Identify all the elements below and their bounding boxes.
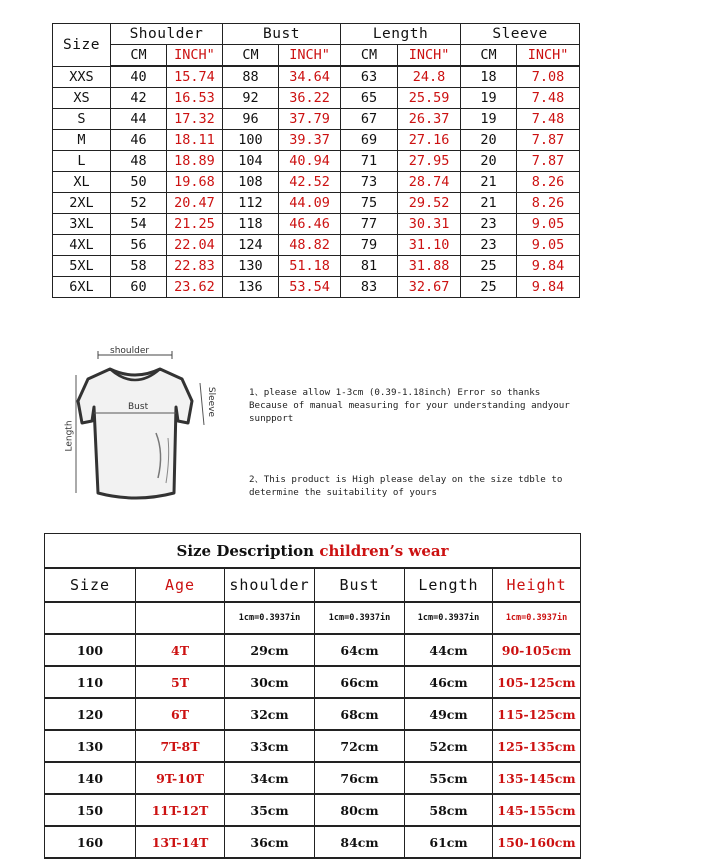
age-cell: 4T [136, 634, 225, 666]
diagram-bust-label: Bust [128, 402, 149, 412]
bust-cm-cell: 108 [223, 172, 279, 193]
shoulder-inch-cell: 17.32 [167, 109, 223, 130]
length-inch-cell: 29.52 [398, 193, 461, 214]
age-cell: 11T-12T [136, 794, 225, 826]
bust-cm-cell: 112 [223, 193, 279, 214]
sleeve-inch-cell: 9.84 [517, 256, 580, 277]
adult-table-row [53, 172, 580, 193]
bust-inch-cell: 42.52 [279, 172, 341, 193]
size-cell: 2XL [53, 193, 111, 214]
sleeve-inch-cell: 7.87 [517, 151, 580, 172]
length-cm-cell: 63 [341, 66, 398, 88]
bust-cm-cell: 104 [223, 151, 279, 172]
bust-inch-cell: 34.64 [279, 66, 341, 88]
adult-table-row [53, 109, 580, 130]
height-cell: 125-135cm [493, 730, 581, 762]
bust-cm-cell: 96 [223, 109, 279, 130]
length-cell: 58cm [405, 794, 493, 826]
sleeve-cm-cell: 23 [461, 235, 517, 256]
shoulder-cm-cell: 42 [111, 88, 167, 109]
adult-table-row [53, 88, 580, 109]
length-inch-cell: 31.88 [398, 256, 461, 277]
shoulder-inch-cell: 23.62 [167, 277, 223, 298]
shoulder-cm-cell: 46 [111, 130, 167, 151]
age-cell: 5T [136, 666, 225, 698]
size-cell: 3XL [53, 214, 111, 235]
adult-table-row [53, 151, 580, 172]
length-cell: 49cm [405, 698, 493, 730]
bust-inch-cell: 51.18 [279, 256, 341, 277]
shoulder-cm-cell: 56 [111, 235, 167, 256]
size-cell: 6XL [53, 277, 111, 298]
bust-cm-cell: 130 [223, 256, 279, 277]
conversion-note: 1cm=0.3937in [315, 602, 405, 634]
col-shoulder-header: Shoulder [111, 24, 223, 45]
size-cell: 130 [45, 730, 136, 762]
tshirt-measurement-diagram [60, 343, 220, 513]
length-cm-cell: 67 [341, 109, 398, 130]
conversion-note: 1cm=0.3937in [405, 602, 493, 634]
note1-line: 1、please allow 1-3cm (0.39-1.18inch) Error so thanks [249, 387, 541, 398]
bust-cell: 66cm [315, 666, 405, 698]
shoulder-cm-cell: 44 [111, 109, 167, 130]
age-cell: 6T [136, 698, 225, 730]
size-cell: 4XL [53, 235, 111, 256]
length-cm-cell: 73 [341, 172, 398, 193]
shoulder-cm-cell: 58 [111, 256, 167, 277]
sleeve-inch-cell: 9.05 [517, 235, 580, 256]
adult-table-row [53, 130, 580, 151]
bust-cm-cell: 118 [223, 214, 279, 235]
length-cm-cell: 65 [341, 88, 398, 109]
note1-line: Because of manual measuring for your understanding andyour [249, 400, 570, 411]
shoulder-cm-cell: 52 [111, 193, 167, 214]
sleeve-cm-cell: 18 [461, 66, 517, 88]
size-cell: L [53, 151, 111, 172]
size-cell: 110 [45, 666, 136, 698]
note2-line: 2、This product is High please delay on the size tdble to [249, 474, 563, 485]
bust-cm-cell: 92 [223, 88, 279, 109]
col-height-header: Height [493, 568, 581, 602]
col-length-header: Length [405, 568, 493, 602]
adult-unit-header-row [53, 45, 580, 67]
children-table-title [45, 534, 581, 569]
measurement-error-note [249, 386, 570, 425]
unit-cm: CM [223, 45, 279, 67]
sleeve-cm-cell: 25 [461, 277, 517, 298]
sleeve-inch-cell: 8.26 [517, 193, 580, 214]
shoulder-inch-cell: 21.25 [167, 214, 223, 235]
tshirt-outline-icon [60, 343, 220, 513]
adult-table-row [53, 256, 580, 277]
col-bust-header: Bust [315, 568, 405, 602]
shoulder-cell: 35cm [225, 794, 315, 826]
length-cm-cell: 75 [341, 193, 398, 214]
bust-cell: 68cm [315, 698, 405, 730]
bust-cm-cell: 100 [223, 130, 279, 151]
children-table-row [45, 762, 581, 794]
length-cm-cell: 77 [341, 214, 398, 235]
length-inch-cell: 32.67 [398, 277, 461, 298]
empty-cell [45, 602, 136, 634]
length-inch-cell: 27.95 [398, 151, 461, 172]
length-inch-cell: 27.16 [398, 130, 461, 151]
adult-table-row [53, 66, 580, 88]
adult-table-row [53, 214, 580, 235]
shoulder-inch-cell: 20.47 [167, 193, 223, 214]
unit-cm: CM [341, 45, 398, 67]
conversion-note: 1cm=0.3937in [493, 602, 581, 634]
height-cell: 105-125cm [493, 666, 581, 698]
sleeve-cm-cell: 21 [461, 193, 517, 214]
children-table-row [45, 666, 581, 698]
col-size-header: Size [45, 568, 136, 602]
shoulder-inch-cell: 16.53 [167, 88, 223, 109]
bust-cell: 72cm [315, 730, 405, 762]
shoulder-inch-cell: 15.74 [167, 66, 223, 88]
bust-inch-cell: 40.94 [279, 151, 341, 172]
size-cell: M [53, 130, 111, 151]
length-inch-cell: 24.8 [398, 66, 461, 88]
sleeve-cm-cell: 19 [461, 109, 517, 130]
age-cell: 7T-8T [136, 730, 225, 762]
height-cell: 150-160cm [493, 826, 581, 858]
shoulder-inch-cell: 22.04 [167, 235, 223, 256]
sleeve-inch-cell: 7.48 [517, 88, 580, 109]
sleeve-inch-cell: 7.48 [517, 109, 580, 130]
length-cm-cell: 81 [341, 256, 398, 277]
adult-table-row [53, 193, 580, 214]
shoulder-cm-cell: 54 [111, 214, 167, 235]
bust-cell: 84cm [315, 826, 405, 858]
shoulder-cell: 36cm [225, 826, 315, 858]
note1-line: sunpport [249, 413, 294, 424]
size-cell: 150 [45, 794, 136, 826]
sleeve-cm-cell: 23 [461, 214, 517, 235]
shoulder-cell: 29cm [225, 634, 315, 666]
size-suitability-note [249, 473, 562, 499]
sleeve-cm-cell: 25 [461, 256, 517, 277]
sleeve-cm-cell: 19 [461, 88, 517, 109]
length-cm-cell: 69 [341, 130, 398, 151]
conversion-note: 1cm=0.3937in [225, 602, 315, 634]
children-table-row [45, 794, 581, 826]
bust-cell: 64cm [315, 634, 405, 666]
children-header-row [45, 568, 581, 602]
sleeve-cm-cell: 21 [461, 172, 517, 193]
length-inch-cell: 25.59 [398, 88, 461, 109]
note2-line: determine the suitability of yours [249, 487, 438, 498]
sleeve-inch-cell: 9.05 [517, 214, 580, 235]
size-cell: XXS [53, 66, 111, 88]
sleeve-cm-cell: 20 [461, 151, 517, 172]
size-cell: 140 [45, 762, 136, 794]
length-inch-cell: 30.31 [398, 214, 461, 235]
adult-size-table [52, 23, 580, 298]
sleeve-cm-cell: 20 [461, 130, 517, 151]
shoulder-cm-cell: 40 [111, 66, 167, 88]
shoulder-inch-cell: 18.11 [167, 130, 223, 151]
col-sleeve-header: Sleeve [461, 24, 580, 45]
height-cell: 90-105cm [493, 634, 581, 666]
length-inch-cell: 26.37 [398, 109, 461, 130]
shoulder-inch-cell: 22.83 [167, 256, 223, 277]
sleeve-inch-cell: 7.08 [517, 66, 580, 88]
shoulder-cm-cell: 48 [111, 151, 167, 172]
diagram-shoulder-label: shoulder [110, 346, 150, 356]
size-cell: 100 [45, 634, 136, 666]
bust-cm-cell: 88 [223, 66, 279, 88]
length-inch-cell: 31.10 [398, 235, 461, 256]
shoulder-inch-cell: 18.89 [167, 151, 223, 172]
length-cell: 52cm [405, 730, 493, 762]
age-cell: 9T-10T [136, 762, 225, 794]
empty-cell [136, 602, 225, 634]
col-shoulder-header: shoulder [225, 568, 315, 602]
children-table-row [45, 730, 581, 762]
unit-inch: INCH" [279, 45, 341, 67]
length-cm-cell: 83 [341, 277, 398, 298]
shoulder-cell: 33cm [225, 730, 315, 762]
shoulder-cell: 32cm [225, 698, 315, 730]
children-table-row [45, 634, 581, 666]
adult-group-header-row [53, 24, 580, 45]
size-cell: XS [53, 88, 111, 109]
bust-inch-cell: 37.79 [279, 109, 341, 130]
shoulder-cm-cell: 60 [111, 277, 167, 298]
height-cell: 115-125cm [493, 698, 581, 730]
adult-table-row [53, 277, 580, 298]
sleeve-inch-cell: 7.87 [517, 130, 580, 151]
bust-cell: 76cm [315, 762, 405, 794]
col-age-header: Age [136, 568, 225, 602]
size-cell: 120 [45, 698, 136, 730]
shoulder-cm-cell: 50 [111, 172, 167, 193]
bust-inch-cell: 46.46 [279, 214, 341, 235]
title-childrens-wear: children’s wear [319, 541, 449, 560]
children-title-row [45, 534, 581, 569]
bust-inch-cell: 39.37 [279, 130, 341, 151]
children-table-body [45, 634, 581, 858]
bust-cm-cell: 124 [223, 235, 279, 256]
size-cell: XL [53, 172, 111, 193]
height-cell: 135-145cm [493, 762, 581, 794]
bust-cm-cell: 136 [223, 277, 279, 298]
size-cell: 160 [45, 826, 136, 858]
unit-inch: INCH" [398, 45, 461, 67]
bust-inch-cell: 36.22 [279, 88, 341, 109]
age-cell: 13T-14T [136, 826, 225, 858]
length-cell: 46cm [405, 666, 493, 698]
bust-inch-cell: 48.82 [279, 235, 341, 256]
children-table-row [45, 826, 581, 858]
size-cell: S [53, 109, 111, 130]
unit-inch: INCH" [167, 45, 223, 67]
shoulder-cell: 34cm [225, 762, 315, 794]
unit-cm: CM [111, 45, 167, 67]
unit-inch: INCH" [517, 45, 580, 67]
length-inch-cell: 28.74 [398, 172, 461, 193]
shoulder-inch-cell: 19.68 [167, 172, 223, 193]
bust-inch-cell: 53.54 [279, 277, 341, 298]
bust-inch-cell: 44.09 [279, 193, 341, 214]
children-table-row [45, 698, 581, 730]
col-size-header: Size [53, 24, 111, 67]
adult-table-body [53, 66, 580, 298]
sleeve-inch-cell: 9.84 [517, 277, 580, 298]
adult-table-row [53, 235, 580, 256]
bust-cell: 80cm [315, 794, 405, 826]
height-cell: 145-155cm [493, 794, 581, 826]
children-size-table [44, 533, 581, 859]
diagram-length-label: Length [64, 420, 75, 452]
shoulder-cell: 30cm [225, 666, 315, 698]
length-cell: 55cm [405, 762, 493, 794]
length-cm-cell: 71 [341, 151, 398, 172]
length-cm-cell: 79 [341, 235, 398, 256]
col-length-header: Length [341, 24, 461, 45]
col-bust-header: Bust [223, 24, 341, 45]
diagram-sleeve-label: Sleeve [206, 386, 217, 418]
length-cell: 44cm [405, 634, 493, 666]
unit-conversion-row [45, 602, 581, 634]
title-size-description: Size Description [176, 541, 315, 560]
sleeve-inch-cell: 8.26 [517, 172, 580, 193]
size-cell: 5XL [53, 256, 111, 277]
length-cell: 61cm [405, 826, 493, 858]
unit-cm: CM [461, 45, 517, 67]
